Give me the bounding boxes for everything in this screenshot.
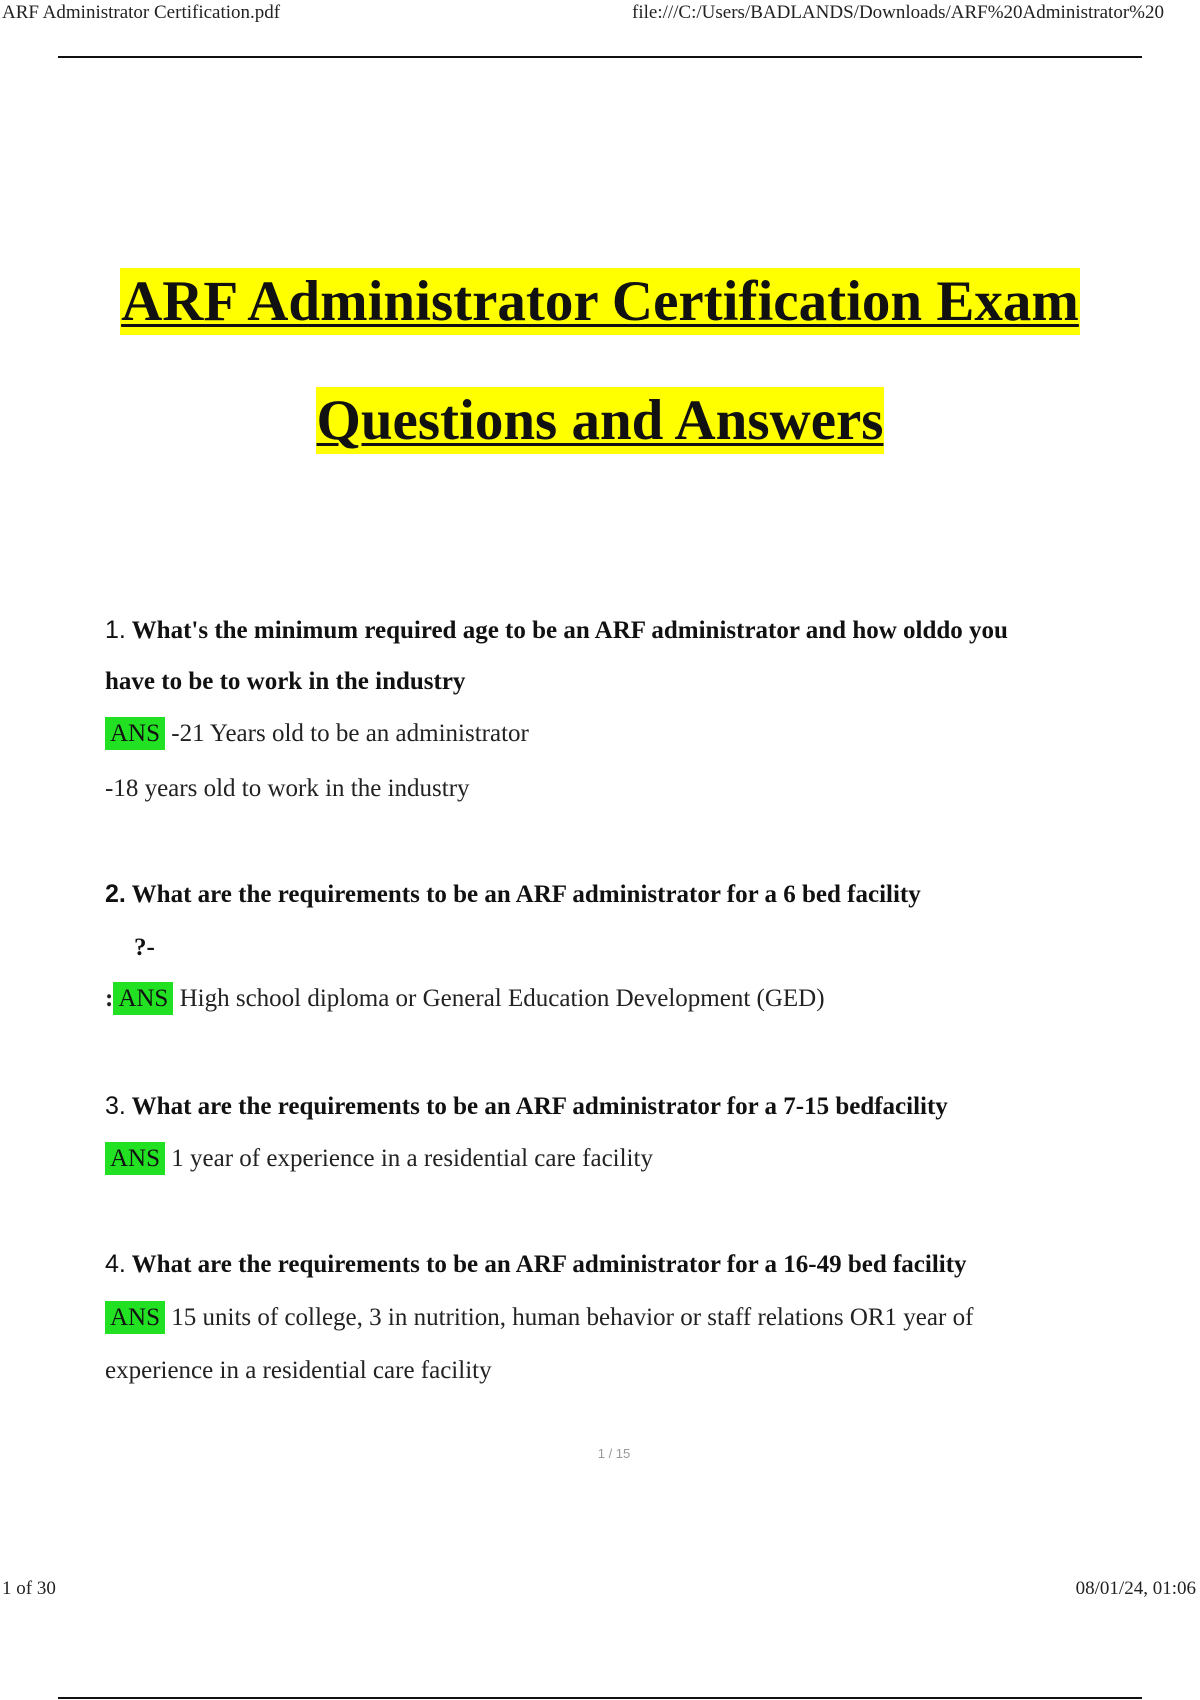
question-number: 3.	[105, 1092, 126, 1120]
question-number: 1.	[105, 616, 126, 644]
answer-text: 1 year of experience in a residential care facility	[171, 1145, 653, 1172]
answer-4	[105, 1304, 1105, 1332]
question-number: 4.	[105, 1250, 126, 1278]
pdf-page-counter: 1 / 15	[597, 1446, 631, 1461]
footer-divider	[58, 1697, 1142, 1699]
answer-2	[105, 985, 1105, 1013]
answer-text: -18 years old to work in the industry	[105, 775, 470, 802]
answer-text: -21 Years old to be an administrator	[171, 720, 529, 747]
header-divider	[58, 56, 1142, 58]
question-1	[105, 616, 1105, 645]
title-highlight-1: ARF Administrator Certification Exam	[121, 270, 1079, 333]
document-title-line-1	[0, 264, 1200, 340]
question-2-continued	[134, 934, 1134, 962]
question-text: ?-	[134, 934, 155, 961]
ans-badge: ANS	[105, 1301, 165, 1334]
ans-badge: ANS	[105, 1142, 165, 1175]
question-4	[105, 1250, 1105, 1279]
answer-text: 15 units of college, 3 in nutrition, human behavior or staff relations OR1 year of	[171, 1304, 974, 1331]
print-footer-timestamp: 08/01/24, 01:06	[1075, 1578, 1196, 1599]
question-text: have to be to work in the industry	[105, 668, 466, 695]
answer-4-continued	[105, 1357, 1105, 1385]
question-text: What are the requirements to be an ARF administrator for a 7-15 bedfacility	[131, 1093, 948, 1120]
question-number: 2.	[105, 880, 126, 908]
document-title-line-2	[0, 383, 1200, 459]
print-footer-page-count: 1 of 30	[2, 1578, 56, 1599]
answer-prefix: :	[105, 985, 114, 1012]
question-text: What are the requirements to be an ARF administrator for a 6 bed facility	[131, 881, 921, 908]
print-header-filename: ARF Administrator Certification.pdf	[2, 2, 281, 23]
question-1-continued	[105, 668, 1105, 696]
answer-1-continued	[105, 775, 1105, 803]
question-2	[105, 880, 1105, 909]
ans-badge: ANS	[113, 982, 173, 1015]
answer-3	[105, 1145, 1105, 1173]
question-3	[105, 1092, 1105, 1121]
question-text: What's the minimum required age to be an ARF administrator and how olddo you	[131, 617, 1008, 644]
answer-text: experience in a residential care facility	[105, 1357, 492, 1384]
print-header-filepath: file:///C:/Users/BADLANDS/Downloads/ARF%20Administrator%20	[632, 2, 1164, 23]
answer-1	[105, 720, 1105, 748]
answer-text: High school diploma or General Education Development (GED)	[179, 985, 825, 1012]
ans-badge: ANS	[105, 717, 165, 750]
title-highlight-2: Questions and Answers	[316, 389, 884, 452]
question-text: What are the requirements to be an ARF administrator for a 16-49 bed facility	[131, 1251, 967, 1278]
